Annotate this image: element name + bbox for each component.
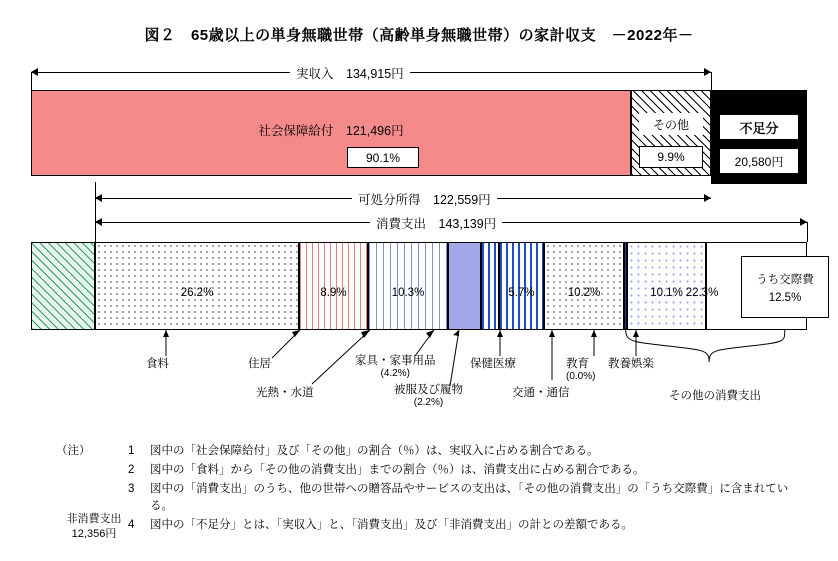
- disposable-arrow-right: [704, 194, 711, 202]
- expenditure-arrow-right: [800, 218, 807, 226]
- segment-nonconsumption-value: 12,356円: [71, 528, 117, 540]
- income-span-tick-left: [31, 72, 32, 90]
- note-text: 図中の「消費支出」のうち、他の世帯への贈答品やサービスの支出は、「その他の消費支出」の「うち交際費」に含まれている。: [150, 483, 789, 512]
- notes-marker: （注）: [56, 445, 91, 457]
- segment-shortfall-value: 20,580円: [719, 148, 799, 174]
- segment-inner-social-expense-label: うち交際費: [756, 274, 814, 286]
- income-span-arrow-right: [704, 68, 711, 76]
- callout-utilities: 光熱・水道: [256, 387, 314, 399]
- page-title: 図２ 65歳以上の単身無職世帯（高齢単身無職世帯）の家計収支 －2022年－: [144, 27, 694, 44]
- callout-food: 食料: [146, 358, 169, 370]
- note-item: [128, 517, 796, 534]
- segment-inner-social-expense-pct: 12.5%: [768, 292, 802, 304]
- callout-education-label: 教育: [566, 358, 589, 370]
- segment-transport: [544, 242, 624, 330]
- note-number: 4: [128, 519, 135, 531]
- note-text: 図中の「不足分」とは、「実収入」と、「消費支出」及び「非消費支出」の計との差額である。: [150, 519, 633, 531]
- segment-social-security: [31, 90, 631, 176]
- callout-housing: 住居: [248, 358, 271, 370]
- callout-education-sub: (0.0%): [566, 371, 596, 382]
- note-text: 図中の「食料」から「その他の消費支出」までの割合（％）は、消費支出に占める割合である。: [150, 464, 645, 476]
- expenditure-arrow-left: [95, 218, 102, 226]
- segment-social-security-pct: 90.1%: [347, 147, 419, 168]
- callout-education: [566, 355, 595, 382]
- segment-housing-pct: 8.9%: [320, 287, 347, 299]
- callout-clothing: [394, 381, 463, 408]
- expenditure-span-label: 消費支出 143,139円: [370, 214, 502, 232]
- segment-transport-pct: 10.2%: [567, 287, 601, 299]
- callout-furniture-sub: (4.2%): [380, 368, 410, 379]
- note-item: [128, 481, 796, 515]
- segment-social-security-label: 社会保障給付 121,496円: [258, 124, 404, 138]
- segment-housing: [299, 242, 368, 330]
- segment-other-income-pct: 9.9%: [639, 146, 703, 168]
- disposable-tick-left: [95, 182, 96, 242]
- segment-nonconsumption: [31, 242, 95, 330]
- segment-clothing: [481, 242, 499, 330]
- income-span-tick-right: [711, 72, 712, 90]
- segment-inner-social-expense: [741, 256, 829, 318]
- segment-other-expenditure-pct: 22.3%: [685, 287, 719, 299]
- disposable-arrow-left: [95, 194, 102, 202]
- note-item: [128, 462, 796, 479]
- segment-nonconsumption-label: 非消費支出: [66, 513, 122, 525]
- callout-transport: 交通・通信: [512, 387, 570, 399]
- note-text: 図中の「社会保障給付」及び「その他」の割合（％）は、実収入に占める割合である。: [150, 445, 599, 457]
- segment-food-pct: 26.2%: [180, 287, 214, 299]
- note-number: 3: [128, 483, 135, 495]
- income-span-label: 実収入 134,915円: [290, 64, 410, 82]
- income-span-arrow-left: [31, 68, 38, 76]
- segment-culture-pct: 10.1%: [650, 287, 683, 299]
- callout-culture: 教養娯楽: [608, 358, 654, 370]
- disposable-span-label: 可処分所得 122,559円: [352, 190, 497, 208]
- segment-health: [499, 242, 544, 330]
- segment-other-income-label: その他: [639, 113, 703, 135]
- segment-health-pct: 5.7%: [508, 287, 535, 299]
- notes-block: [56, 443, 796, 536]
- expenditure-tick-right: [807, 222, 808, 242]
- segment-utilities-pct: 10.3%: [391, 287, 425, 299]
- note-number: 1: [128, 445, 135, 457]
- note-item: [128, 443, 796, 460]
- callout-furniture-label: 家具・家事用品: [355, 355, 436, 367]
- segment-culture: [627, 242, 706, 330]
- segment-utilities: [368, 242, 448, 330]
- callout-other-expenditure: その他の消費支出: [669, 390, 761, 402]
- note-number: 2: [128, 464, 135, 476]
- callout-clothing-label: 被服及び履物: [394, 384, 463, 396]
- callout-health: 保健医療: [470, 358, 516, 370]
- segment-shortfall-label: 不足分: [719, 114, 799, 140]
- segment-furniture: [448, 242, 481, 330]
- segment-food: [95, 242, 299, 330]
- callout-furniture: [355, 352, 436, 379]
- callout-clothing-sub: (2.2%): [413, 397, 444, 408]
